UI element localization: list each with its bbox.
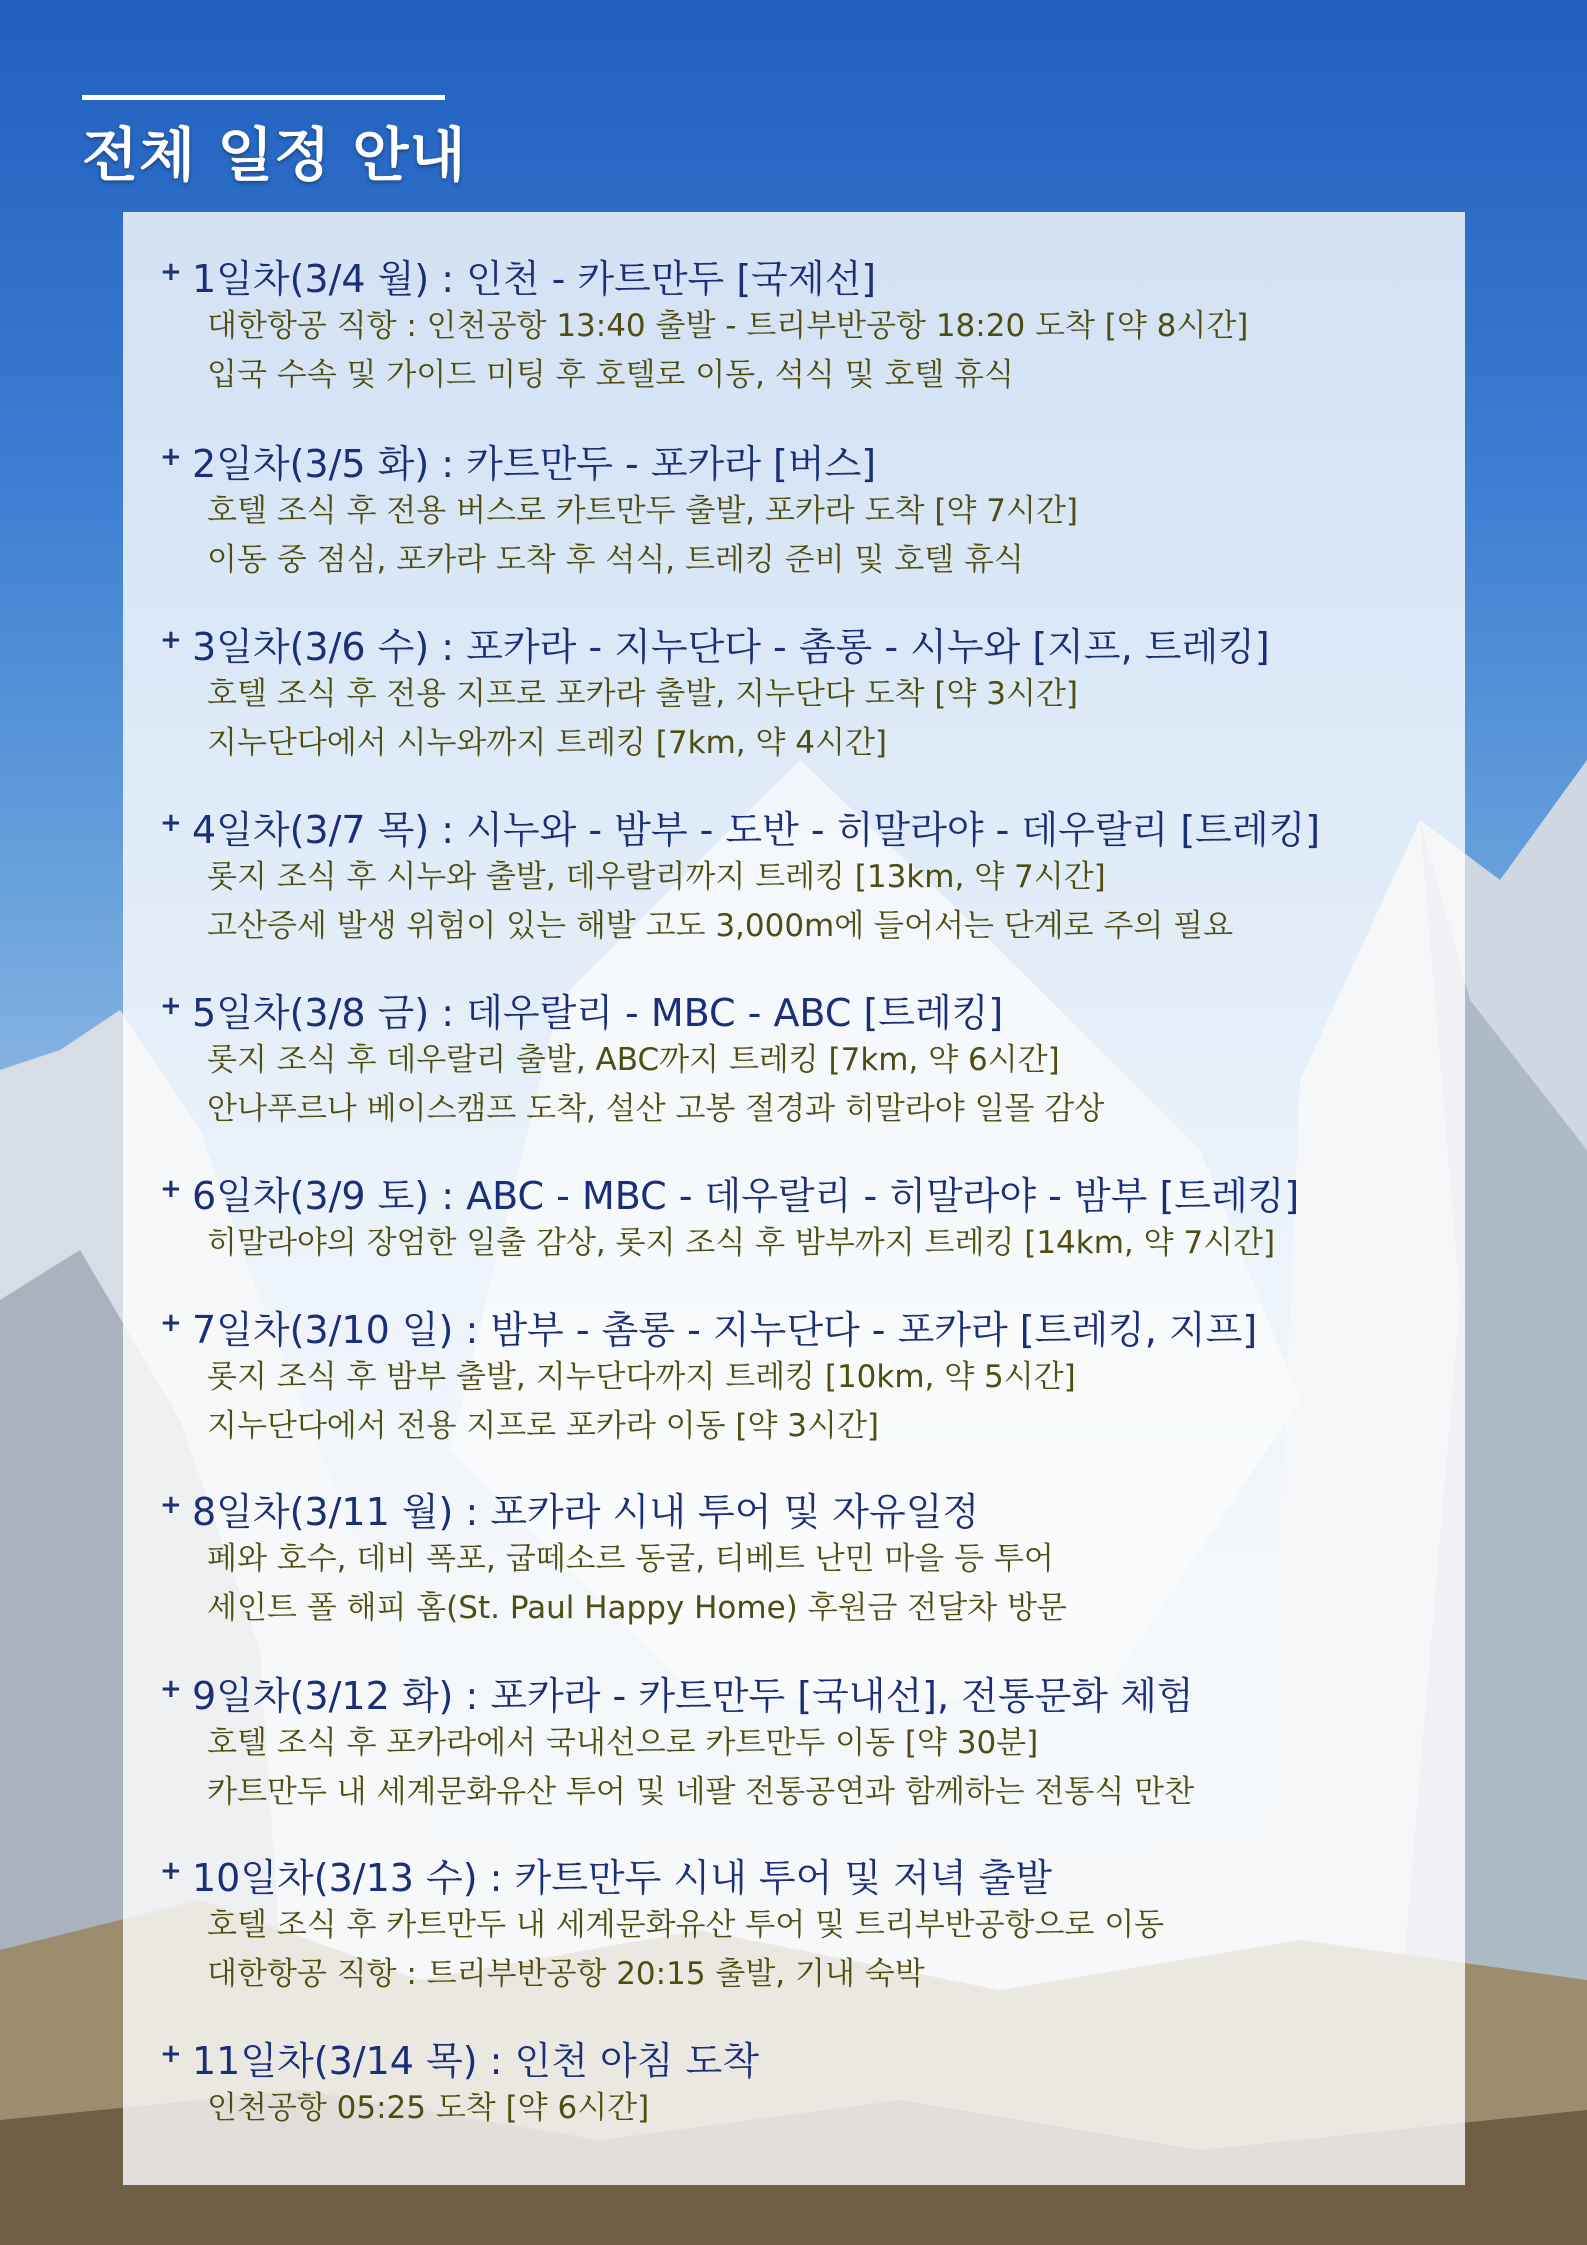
day-description: 호텔 조식 후 카트만두 내 세계문화유산 투어 및 트리부반공항으로 이동 bbox=[207, 1907, 1165, 1943]
day-item bbox=[160, 1481, 1440, 1633]
bullet-icon: + bbox=[160, 1174, 182, 1204]
day-title-text: 10일차(3/13 수) : 카트만두 시내 투어 및 저녁 출발 bbox=[192, 1855, 1053, 1900]
day-description: 대한항공 직항 : 트리부반공항 20:15 출발, 기내 숙박 bbox=[207, 1956, 925, 1992]
day-title bbox=[160, 1481, 1440, 1535]
day-title-text: 1일차(3/4 월) : 인천 - 카트만두 [국제선] bbox=[192, 256, 877, 301]
day-title-text: 6일차(3/9 토) : ABC - MBC - 데우랄리 - 히말라야 - 밤부 [트레킹] bbox=[192, 1173, 1300, 1218]
day-description: 카트만두 내 세계문화유산 투어 및 네팔 전통공연과 함께하는 전통식 만찬 bbox=[207, 1774, 1195, 1810]
day-description: 인천공항 05:25 도착 [약 6시간] bbox=[207, 2090, 650, 2126]
day-title bbox=[160, 1665, 1440, 1719]
heading-rule bbox=[82, 95, 445, 100]
day-title-text: 3일차(3/6 수) : 포카라 - 지누단다 - 촘롱 - 시누와 [지프, 트레킹] bbox=[192, 624, 1270, 669]
day-title bbox=[160, 1165, 1440, 1219]
day-description: 대한항공 직항 : 인천공항 13:40 출발 - 트리부반공항 18:20 도착 [약 8시간] bbox=[207, 308, 1249, 344]
bullet-icon: + bbox=[160, 257, 182, 287]
day-item bbox=[160, 1299, 1440, 1451]
day-title-text: 9일차(3/12 화) : 포카라 - 카트만두 [국내선], 전통문화 체험 bbox=[192, 1673, 1194, 1718]
day-title bbox=[160, 616, 1440, 670]
day-item bbox=[160, 433, 1440, 585]
bullet-icon: + bbox=[160, 808, 182, 838]
day-description: 지누단다에서 시누와까지 트레킹 [7km, 약 4시간] bbox=[207, 725, 887, 761]
day-item bbox=[160, 2030, 1440, 2133]
day-item bbox=[160, 1847, 1440, 1999]
day-title bbox=[160, 1299, 1440, 1353]
bullet-icon: + bbox=[160, 991, 182, 1021]
bullet-icon: + bbox=[160, 1308, 182, 1338]
day-item bbox=[160, 248, 1440, 400]
day-description: 입국 수속 및 가이드 미팅 후 호텔로 이동, 석식 및 호텔 휴식 bbox=[207, 357, 1015, 393]
bullet-icon: + bbox=[160, 1856, 182, 1886]
day-description: 호텔 조식 후 포카라에서 국내선으로 카트만두 이동 [약 30분] bbox=[207, 1725, 1039, 1761]
bullet-icon: + bbox=[160, 1490, 182, 1520]
day-title-text: 2일차(3/5 화) : 카트만두 - 포카라 [버스] bbox=[192, 441, 877, 486]
day-item bbox=[160, 1665, 1440, 1817]
page-title: 전체 일정 안내 bbox=[82, 121, 467, 189]
bullet-icon: + bbox=[160, 2039, 182, 2069]
day-title-text: 8일차(3/11 월) : 포카라 시내 투어 및 자유일정 bbox=[192, 1489, 980, 1534]
day-title-text: 11일차(3/14 목) : 인천 아침 도착 bbox=[192, 2038, 759, 2083]
day-description: 고산증세 발생 위험이 있는 해발 고도 3,000m에 들어서는 단계로 주의 필요 bbox=[207, 908, 1234, 944]
bullet-icon: + bbox=[160, 442, 182, 472]
day-title bbox=[160, 1847, 1440, 1901]
day-description: 세인트 폴 해피 홈(St. Paul Happy Home) 후원금 전달차 방문 bbox=[207, 1590, 1067, 1626]
day-description: 페와 호수, 데비 폭포, 굽떼소르 동굴, 티베트 난민 마을 등 투어 bbox=[207, 1541, 1054, 1577]
day-title bbox=[160, 982, 1440, 1036]
day-description: 이동 중 점심, 포카라 도착 후 석식, 트레킹 준비 및 호텔 휴식 bbox=[207, 542, 1024, 578]
day-description: 호텔 조식 후 전용 지프로 포카라 출발, 지누단다 도착 [약 3시간] bbox=[207, 676, 1079, 712]
day-item bbox=[160, 982, 1440, 1134]
day-description: 롯지 조식 후 데우랄리 출발, ABC까지 트레킹 [7km, 약 6시간] bbox=[207, 1042, 1060, 1078]
day-description: 안나푸르나 베이스캠프 도착, 설산 고봉 절경과 히말라야 일몰 감상 bbox=[207, 1091, 1105, 1127]
day-description: 롯지 조식 후 시누와 출발, 데우랄리까지 트레킹 [13km, 약 7시간] bbox=[207, 859, 1106, 895]
day-title-text: 4일차(3/7 목) : 시누와 - 밤부 - 도반 - 히말라야 - 데우랄리 [트레킹] bbox=[192, 807, 1321, 852]
bullet-icon: + bbox=[160, 625, 182, 655]
day-title bbox=[160, 2030, 1440, 2084]
day-item bbox=[160, 616, 1440, 768]
day-item bbox=[160, 1165, 1440, 1268]
day-title bbox=[160, 433, 1440, 487]
day-title-text: 5일차(3/8 금) : 데우랄리 - MBC - ABC [트레킹] bbox=[192, 990, 1004, 1035]
day-description: 지누단다에서 전용 지프로 포카라 이동 [약 3시간] bbox=[207, 1408, 880, 1444]
bullet-icon: + bbox=[160, 1674, 182, 1704]
day-description: 히말라야의 장엄한 일출 감상, 롯지 조식 후 밤부까지 트레킹 [14km, 약 7시간] bbox=[207, 1225, 1276, 1261]
day-title-text: 7일차(3/10 일) : 밤부 - 촘롱 - 지누단다 - 포카라 [트레킹, 지프] bbox=[192, 1307, 1258, 1352]
day-title bbox=[160, 799, 1440, 853]
day-description: 롯지 조식 후 밤부 출발, 지누단다까지 트레킹 [10km, 약 5시간] bbox=[207, 1359, 1076, 1395]
day-title bbox=[160, 248, 1440, 302]
day-description: 호텔 조식 후 전용 버스로 카트만두 출발, 포카라 도착 [약 7시간] bbox=[207, 493, 1079, 529]
day-item bbox=[160, 799, 1440, 951]
